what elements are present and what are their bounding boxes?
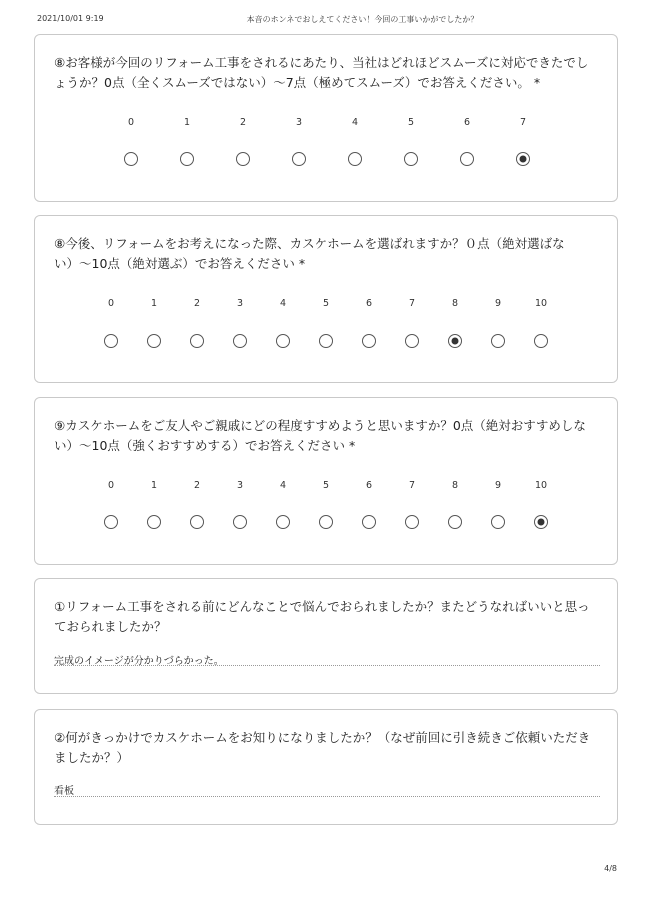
radio-option-2[interactable] [190, 515, 204, 529]
radio-option-7[interactable] [405, 515, 419, 529]
radio-option-5[interactable] [319, 334, 333, 348]
answer-underline [54, 796, 600, 797]
radio-option-10[interactable] [534, 334, 548, 348]
radio-option-3[interactable] [233, 334, 247, 348]
answer-underline [54, 665, 600, 666]
radio-option-7[interactable] [516, 152, 530, 166]
radio-option-0[interactable] [104, 515, 118, 529]
scale-label-4: 4 [351, 117, 359, 128]
question-text: ⑧今後、リフォームをお考えになった際、カスケホームを選ばれますか？０点（絶対選ばない）〜10点（絶対選ぶ）でお答えください * [54, 236, 565, 271]
radio-option-4[interactable] [276, 515, 290, 529]
scale-label-5: 5 [322, 298, 330, 309]
answer-text: 完成のイメージが分かりづらかった。 [54, 656, 224, 667]
radio-group [35, 515, 617, 531]
scale-label-7: 7 [408, 480, 416, 491]
radio-option-1[interactable] [147, 515, 161, 529]
scale-label-9: 9 [494, 298, 502, 309]
question-text: ⑧お客様が今回のリフォーム工事をされるにあたり、当社はどれほどスムーズに対応できたでしょうか？0点（全くスムーズではない）〜7点（極めてスムーズ）でお答えください。 * [54, 55, 589, 90]
scale-label-4: 4 [279, 298, 287, 309]
scale-label-1: 1 [183, 117, 191, 128]
scale-label-3: 3 [236, 480, 244, 491]
page-header-title: 本音のホンネでおしえてください！今回の工事いかがでしたか？ [246, 15, 479, 24]
question-text: ①リフォーム工事をされる前にどんなことで悩んでおられましたか？またどうなればいいと思っておられましたか？ [54, 599, 590, 634]
scale-label-2: 2 [239, 117, 247, 128]
radio-option-3[interactable] [292, 152, 306, 166]
scale-label-1: 1 [150, 480, 158, 491]
radio-group [35, 334, 617, 350]
scale-label-5: 5 [322, 480, 330, 491]
radio-option-10[interactable] [534, 515, 548, 529]
question-card-concerns [34, 578, 618, 694]
radio-option-5[interactable] [404, 152, 418, 166]
scale-label-8: 8 [451, 298, 459, 309]
scale-label-6: 6 [463, 117, 471, 128]
question-card-recommend [34, 397, 618, 565]
scale-label-9: 9 [494, 480, 502, 491]
radio-option-6[interactable] [362, 515, 376, 529]
scale-label-7: 7 [519, 117, 527, 128]
radio-option-9[interactable] [491, 515, 505, 529]
scale-label-4: 4 [279, 480, 287, 491]
radio-option-2[interactable] [236, 152, 250, 166]
scale-label-3: 3 [295, 117, 303, 128]
print-datetime: 2021/10/01 9:19 [37, 14, 104, 23]
radio-option-1[interactable] [180, 152, 194, 166]
scale-label-8: 8 [451, 480, 459, 491]
scale-labels [35, 298, 617, 314]
radio-option-5[interactable] [319, 515, 333, 529]
scale-label-5: 5 [407, 117, 415, 128]
scale-labels [35, 480, 617, 496]
scale-label-10: 10 [534, 480, 548, 491]
radio-option-9[interactable] [491, 334, 505, 348]
scale-label-0: 0 [107, 298, 115, 309]
radio-group [35, 152, 617, 168]
radio-option-3[interactable] [233, 515, 247, 529]
radio-option-8[interactable] [448, 334, 462, 348]
scale-label-10: 10 [534, 298, 548, 309]
radio-option-0[interactable] [124, 152, 138, 166]
question-card-smoothness [34, 34, 618, 202]
radio-option-4[interactable] [348, 152, 362, 166]
radio-option-7[interactable] [405, 334, 419, 348]
radio-option-0[interactable] [104, 334, 118, 348]
scale-label-7: 7 [408, 298, 416, 309]
radio-option-6[interactable] [460, 152, 474, 166]
scale-label-2: 2 [193, 298, 201, 309]
question-text: ⑨カスケホームをご友人やご親戚にどの程度すすめようと思いますか？0点（絶対おすすめしない）〜10点（強くおすすめする）でお答えください * [54, 418, 586, 453]
scale-label-6: 6 [365, 480, 373, 491]
scale-label-2: 2 [193, 480, 201, 491]
scale-label-3: 3 [236, 298, 244, 309]
question-card-how-found [34, 709, 618, 825]
radio-option-1[interactable] [147, 334, 161, 348]
scale-label-1: 1 [150, 298, 158, 309]
question-text: ②何がきっかけでカスケホームをお知りになりましたか？（なぜ前回に引き続きご依頼いただきましたか？） [54, 730, 591, 765]
radio-option-6[interactable] [362, 334, 376, 348]
scale-labels [35, 117, 617, 133]
radio-option-4[interactable] [276, 334, 290, 348]
scale-label-0: 0 [107, 480, 115, 491]
scale-label-6: 6 [365, 298, 373, 309]
answer-text: 看板 [54, 786, 74, 797]
scale-label-0: 0 [127, 117, 135, 128]
radio-option-8[interactable] [448, 515, 462, 529]
radio-option-2[interactable] [190, 334, 204, 348]
page-number: 4/8 [604, 864, 617, 873]
question-card-choose-again [34, 215, 618, 383]
